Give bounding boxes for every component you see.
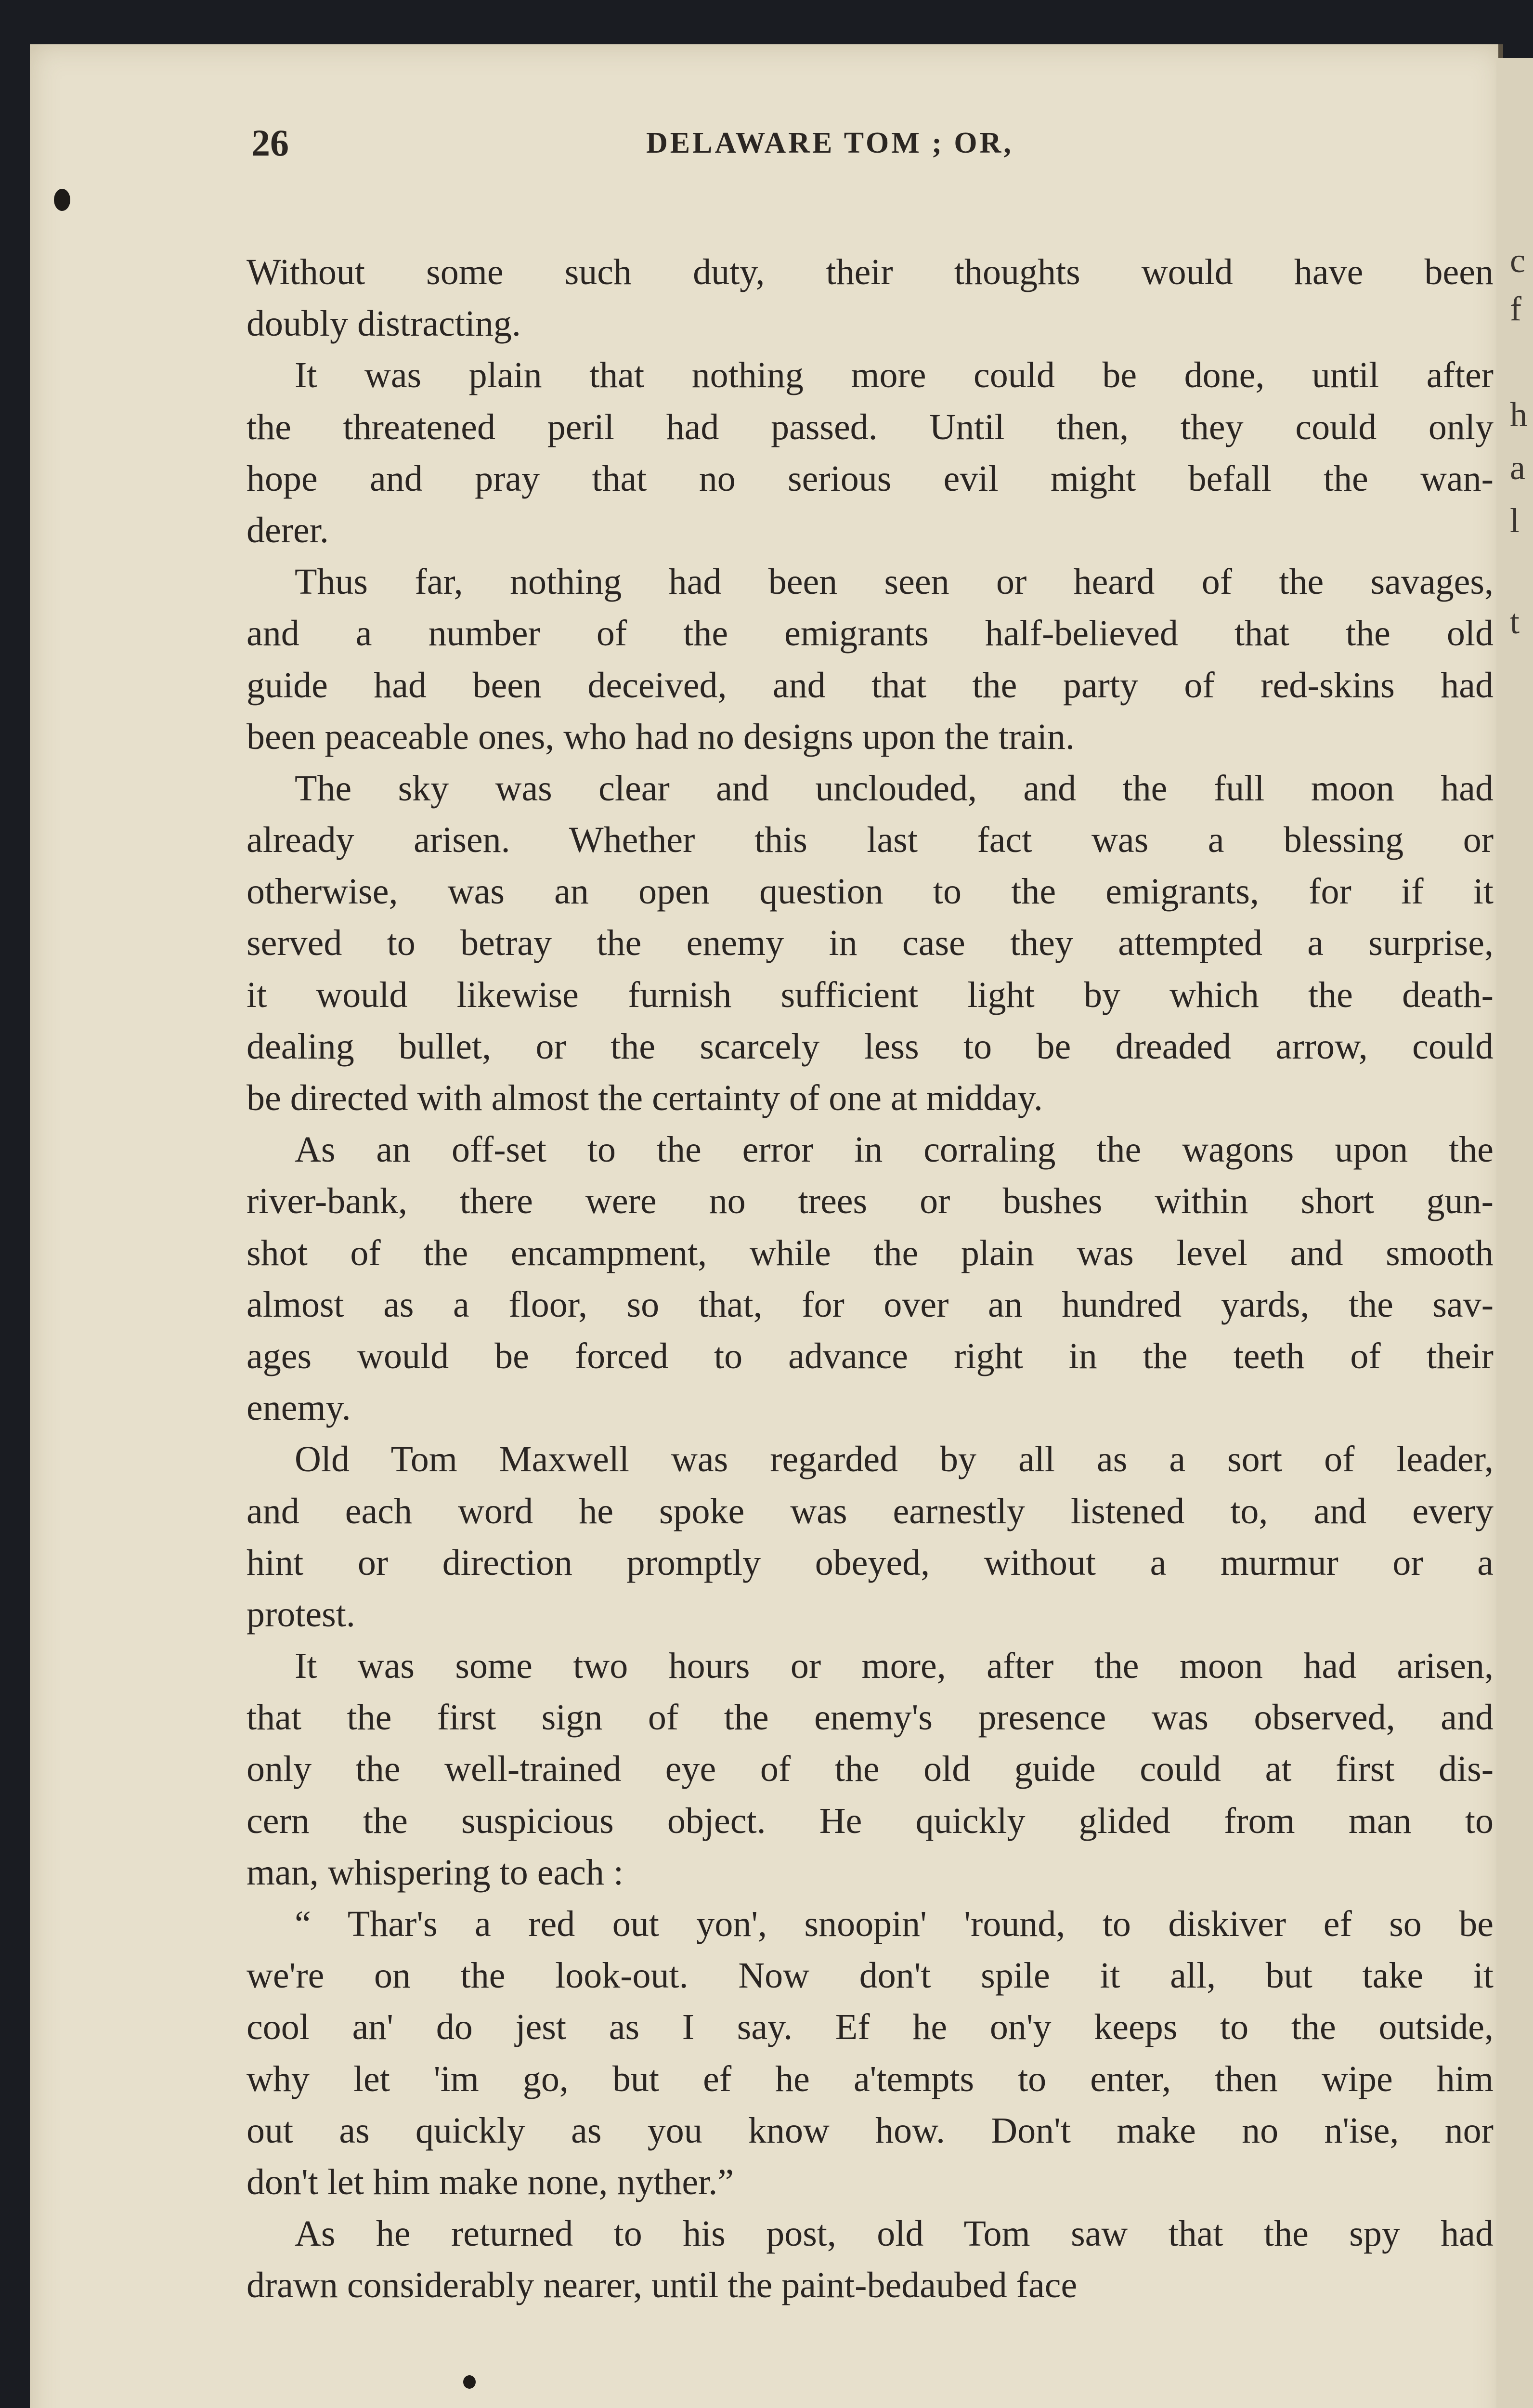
- text-line: served to betray the enemy in case they attempted a surprise,: [247, 923, 1494, 964]
- adjacent-page-fragment: t: [1510, 602, 1520, 641]
- text-line: Thus far, nothing had been seen or heard of the savages,: [295, 562, 1494, 602]
- text-line: why let 'im go, but ef he a'tempts to enter, then wipe him: [247, 2058, 1494, 2099]
- text-line: river-bank, there were no trees or bushes within short gun-: [247, 1181, 1494, 1222]
- text-line: cool an' do jest as I say. Ef he on'y keeps to the outside,: [247, 2007, 1494, 2048]
- text-line: almost as a floor, so that, for over an hundred yards, the sav-: [247, 1284, 1494, 1325]
- text-line: enemy.: [247, 1387, 351, 1428]
- running-head: DELAWARE TOM ; OR,: [646, 127, 1013, 159]
- text-line: protest.: [247, 1594, 355, 1635]
- book-page: [30, 44, 1503, 2408]
- adjacent-page-fragment: l: [1510, 501, 1520, 540]
- text-line: the threatened peril had passed. Until then, they could only: [247, 406, 1494, 447]
- adjacent-page-fragment: a: [1510, 448, 1525, 487]
- text-line: hint or direction promptly obeyed, without a murmur or a: [247, 1542, 1494, 1583]
- body-text: [247, 247, 1494, 2312]
- text-line: cern the suspicious object. He quickly glided from man to: [247, 1800, 1494, 1841]
- text-line: we're on the look-out. Now don't spile it all, but take it: [247, 1955, 1494, 1996]
- text-line: and each word he spoke was earnestly listened to, and every: [247, 1491, 1494, 1531]
- text-line: otherwise, was an open question to the emigrants, for if it: [247, 871, 1494, 912]
- ink-blot-mark: [54, 189, 70, 211]
- text-line: shot of the encampment, while the plain was level and smooth: [247, 1232, 1494, 1273]
- adjacent-page-fragment: h: [1510, 395, 1527, 434]
- text-line: dealing bullet, or the scarcely less to be dreaded arrow, could: [247, 1026, 1494, 1067]
- text-line: been peaceable ones, who had no designs upon the train.: [247, 716, 1075, 757]
- adjacent-page-fragment: c: [1510, 241, 1525, 280]
- text-line: As an off-set to the error in corraling the wagons upon the: [295, 1129, 1494, 1170]
- text-line: only the well-trained eye of the old guide could at first dis-: [247, 1749, 1494, 1790]
- ink-dot-mark: [463, 2375, 476, 2389]
- text-line: out as quickly as you know how. Don't make no n'ise, nor: [247, 2110, 1494, 2151]
- text-line: It was some two hours or more, after the moon had arisen,: [295, 1646, 1494, 1687]
- text-line: already arisen. Whether this last fact was a blessing or: [247, 820, 1494, 861]
- text-line: that the first sign of the enemy's presence was observed, and: [247, 1697, 1494, 1738]
- adjacent-page-edge: [1496, 58, 1533, 2408]
- text-line: ages would be forced to advance right in the teeth of their: [247, 1335, 1494, 1376]
- text-line: The sky was clear and unclouded, and the full moon had: [295, 768, 1494, 809]
- text-line: doubly distracting.: [247, 303, 521, 344]
- text-line: It was plain that nothing more could be done, until after: [295, 355, 1494, 396]
- text-line: As he returned to his post, old Tom saw that the spy had: [295, 2213, 1494, 2254]
- adjacent-page-fragment: f: [1510, 289, 1521, 328]
- text-line: man, whispering to each :: [247, 1852, 624, 1893]
- text-line: “ Thar's a red out yon', snoopin' 'round, to diskiver ef so be: [295, 1904, 1494, 1944]
- text-line: hope and pray that no serious evil might befall the wan-: [247, 458, 1494, 499]
- text-line: don't let him make none, nyther.”: [247, 2161, 734, 2202]
- page-number: 26: [251, 122, 289, 164]
- text-line: be directed with almost the certainty of one at midday.: [247, 1078, 1043, 1118]
- text-line: it would likewise furnish sufficient light by which the death-: [247, 974, 1494, 1015]
- text-line: Old Tom Maxwell was regarded by all as a sort of leader,: [295, 1439, 1494, 1480]
- text-line: drawn considerably nearer, until the paint-bedaubed face: [247, 2265, 1078, 2306]
- text-line: and a number of the emigrants half-believed that the old: [247, 613, 1494, 654]
- text-line: guide had been deceived, and that the party of red-skins had: [247, 665, 1494, 706]
- text-line: Without some such duty, their thoughts would have been: [247, 252, 1494, 292]
- text-line: derer.: [247, 510, 329, 550]
